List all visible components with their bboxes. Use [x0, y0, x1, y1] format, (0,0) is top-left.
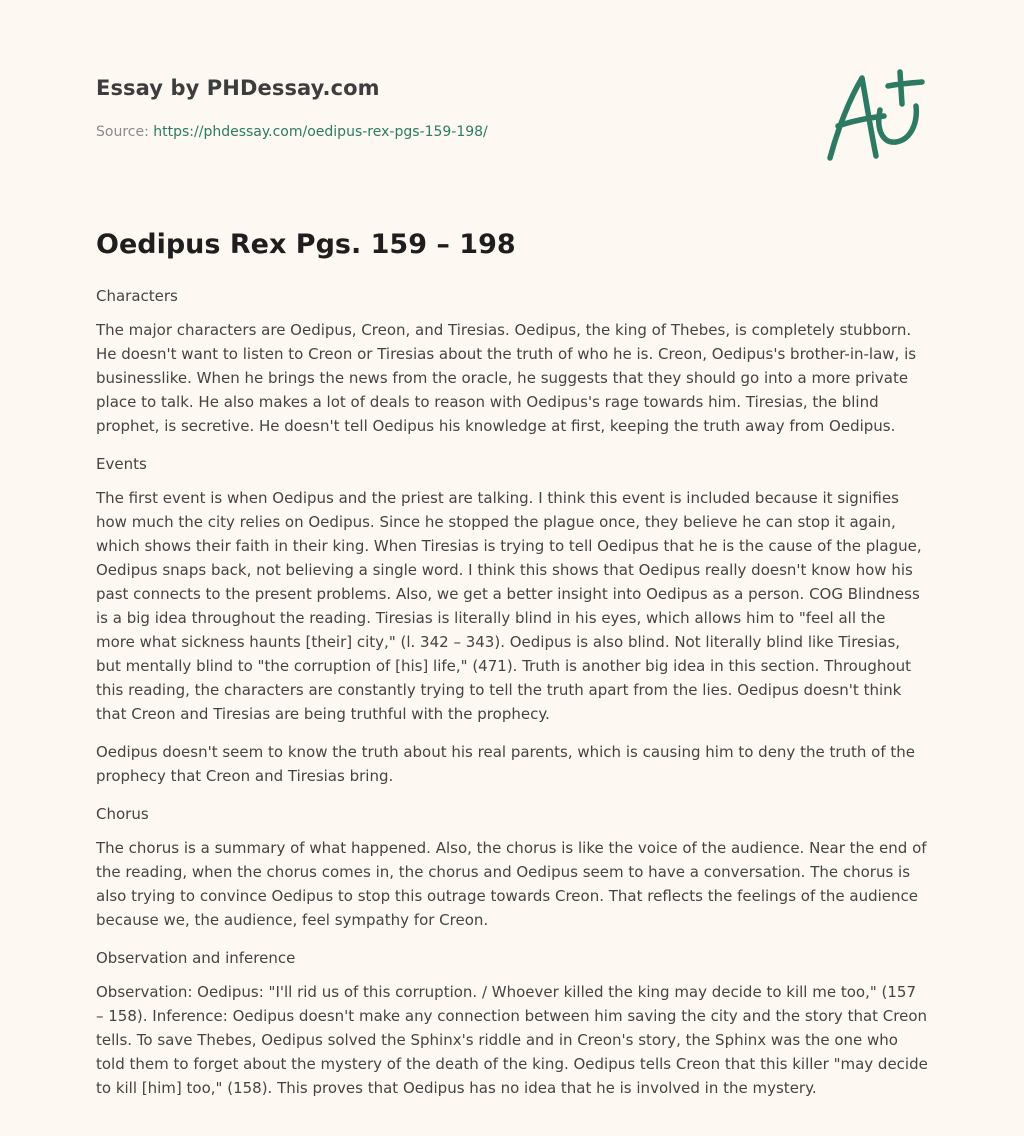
paragraph: Observation: Oedipus: "I'll rid us of this corruption. / Whoever killed the king may decide to kill me too," (157 – 158). Inference: Oedipus doesn't make any connection between him saving the city and the story that Creon tells. To save Thebes, Oedipus solved the Sphinx's riddle and in Creon's story, the Sphinx was the one who told them to forget about the mystery of the death of the king. Oedipus tells Creon that this killer "may decide to kill [him] too," (158). This proves that Oedipus has no idea that he is involved in the mystery. — [96, 983, 928, 1097]
source-label: Source: — [96, 124, 154, 140]
paragraph: Oedipus doesn't seem to know the truth about his real parents, which is causing him to deny the truth of the prophecy that Creon and Tiresias bring. — [96, 743, 916, 785]
source-link[interactable]: https://phdessay.com/oedipus-rex-pgs-159-198/ — [153, 124, 488, 140]
paragraph: The major characters are Oedipus, Creon, and Tiresias. Oedipus, the king of Thebes, is completely stubborn. He doesn't want to listen to Creon or Tiresias about the truth of who he is. Creon, Oedipus's brother-in-law, is businesslike. When he brings the news from the oracle, he suggests that they should go into a more private place to talk. He also makes a lot of deals to reason with Oedipus's rage towards him. Tiresias, the blind prophet, is secretive. He doesn't tell Oedipus his knowledge at first, keeping the truth away from Oedipus. — [96, 321, 917, 435]
document-body — [96, 284, 928, 1114]
document-title: Oedipus Rex Pgs. 159 – 198 — [96, 229, 516, 260]
section-heading: Events — [96, 455, 147, 473]
section-heading: Characters — [96, 287, 178, 305]
paragraph: The first event is when Oedipus and the priest are talking. I think this event is included because it signifies how much the city relies on Oedipus. Since he stopped the plague once, they believe he can stop it again, which shows their faith in their king. When Tiresias is trying to tell Oedipus that he is the cause of the plague, Oedipus snaps back, not believing a single word. I think this shows that Oedipus really doesn't know how his past connects to the present problems. Also, we get a better insight into Oedipus as a person. COG Blindness is a big idea throughout the reading. Tiresias is literally blind in his eyes, which allows him to "feel all the more what sickness haunts [their] city," (l. 342 – 343). Oedipus is also blind. Not literally blind like Tiresias, but mentally blind to "the corruption of [his] life," (471). Truth is another big idea in this section. Throughout this reading, the characters are constantly trying to tell the truth apart from the lies. Oedipus doesn't think that Creon and Tiresias are being truthful with the prophecy. — [96, 489, 922, 723]
paragraph: The chorus is a summary of what happened. Also, the chorus is like the voice of the audience. Near the end of the reading, when the chorus comes in, the chorus and Oedipus seem to have a conversation. The chorus is also trying to convince Oedipus to stop this outrage towards Creon. That reflects the feelings of the audience because we, the audience, feel sympathy for Creon. — [96, 839, 927, 929]
source-line — [96, 124, 488, 140]
a-plus-logo-icon — [824, 66, 928, 166]
site-header — [96, 0, 928, 200]
site-title: Essay by PHDessay.com — [96, 76, 380, 100]
section-heading: Chorus — [96, 805, 149, 823]
section-heading: Observation and inference — [96, 949, 296, 967]
page — [96, 0, 928, 1097]
